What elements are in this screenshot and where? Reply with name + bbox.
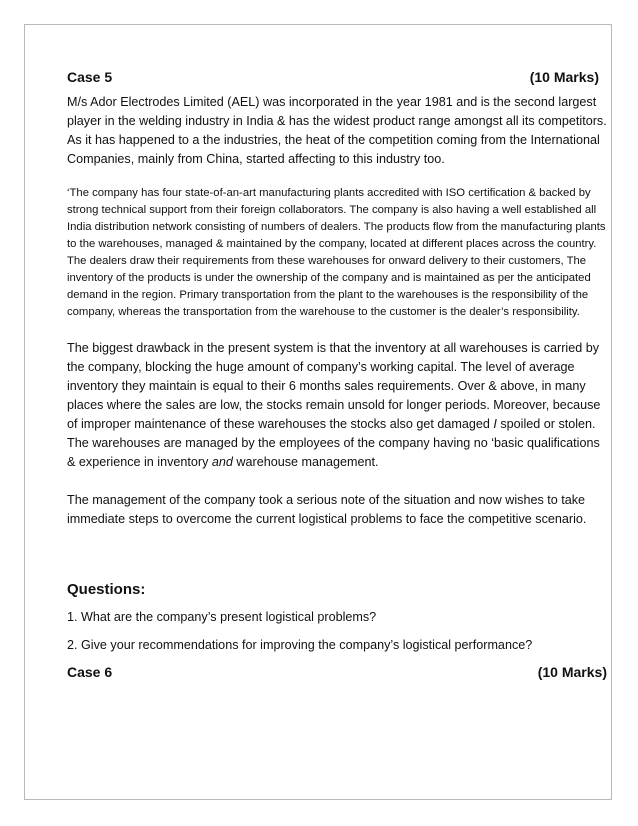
case6-title: Case 6 bbox=[67, 664, 113, 680]
question-item-1 bbox=[67, 608, 607, 627]
question-number: 1. bbox=[67, 610, 78, 624]
page-content bbox=[67, 69, 607, 680]
paragraph-3-text-c: warehouse management. bbox=[232, 455, 379, 469]
case5-paragraph-3 bbox=[67, 339, 607, 472]
questions-heading: Questions: bbox=[67, 581, 146, 598]
case5-paragraph-1: M/s Ador Electrodes Limited (AEL) was incorporated in the year 1981 and is the second largest player in the welding industry in India & has the widest product range amongst all its competitors. As it has happened to a the industries, the heat of the competition coming from the International Companies, mainly from China, started affecting to this industry too. bbox=[67, 95, 607, 166]
case5-paragraph-2: ‘The company has four state-of-an-art manufacturing plants accredited with ISO certification & backed by strong technical support from their foreign collaborators. The company is also having a well established all India distribution network consisting of numbers of dealers. The products flow from the manufacturing plants to the warehouses, managed & maintained by the company, located at different places across the country. The dealers draw their requirements from these warehouses for onward delivery to their customers, The inventory of the products is under the ownership of the company and is maintained as per the anticipated demand in the region. Primary transportation from the plant to the warehouses is the responsibility of the company, whereas the transportation from the warehouse to the customer is the dealer’s responsibility. bbox=[67, 187, 606, 318]
case5-title: Case 5 bbox=[67, 69, 113, 85]
case5-paragraph-4: The management of the company took a serious note of the situation and now wishes to take immediate steps to overcome the current logistical problems to face the competitive scenario. bbox=[67, 493, 587, 526]
document-page bbox=[24, 24, 612, 800]
case5-marks: (10 Marks) bbox=[529, 69, 599, 85]
paragraph-3-text-a: The biggest drawback in the present system is that the inventory at all warehouses is carried by the company, blocking the huge amount of company’s working capital. The level of average inventory they maintain is equal to their 6 months sales requirements. Over & above, in many places where the sales are low, the stocks remain unsold for longer periods. Moreover, because of improper maintenance of these warehouses the stocks also get damaged bbox=[67, 341, 601, 431]
question-text: What are the company’s present logistical problems? bbox=[81, 610, 377, 624]
paragraph-3-italic-and: and bbox=[211, 455, 233, 469]
question-number: 2. bbox=[67, 638, 78, 652]
paragraph-3-text-b: spoiled or stolen. The warehouses are managed by the employees of the company having no ‘basic qualifications & experience in inventory bbox=[67, 417, 600, 469]
case6-marks: (10 Marks) bbox=[537, 664, 607, 680]
question-item-2 bbox=[67, 636, 607, 655]
paragraph-3-slash: I bbox=[493, 417, 497, 431]
case5-header bbox=[67, 69, 607, 85]
case6-header bbox=[67, 664, 607, 680]
question-text: Give your recommendations for improving the company’s logistical performance? bbox=[81, 638, 533, 652]
